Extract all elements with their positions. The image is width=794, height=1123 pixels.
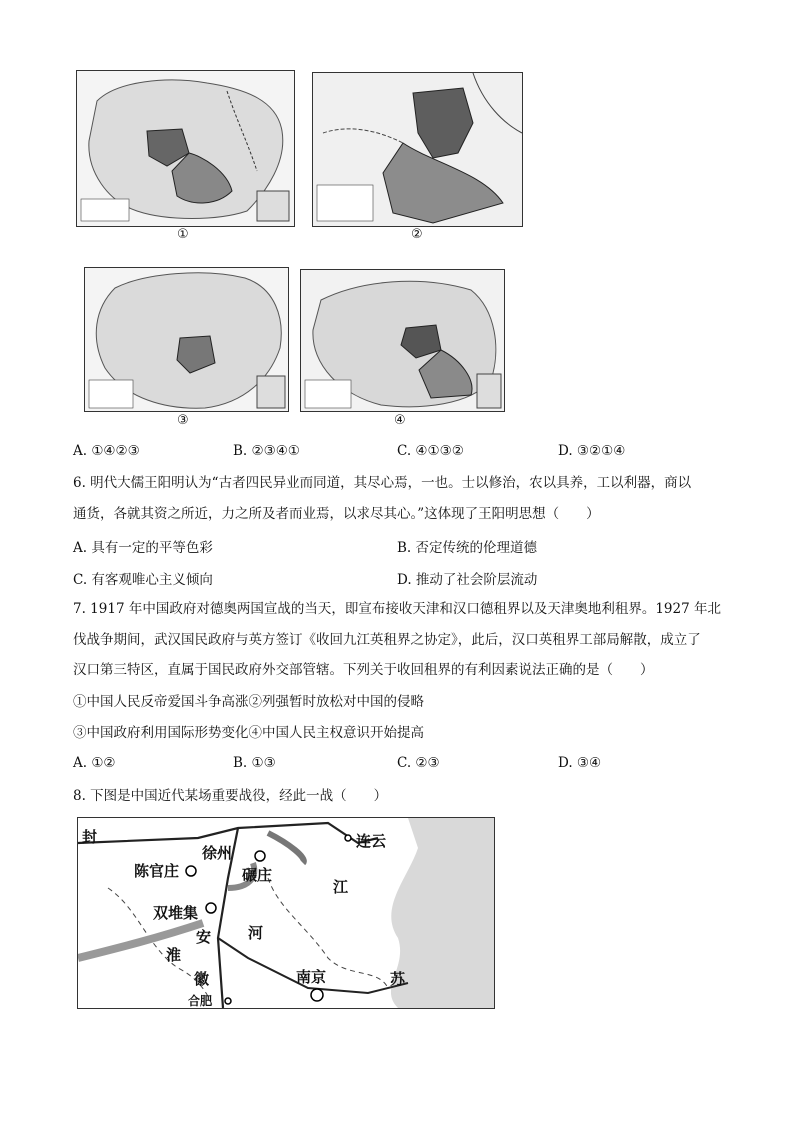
historical-map-3 [84, 267, 289, 412]
map-label-hui: 徽 [194, 970, 210, 988]
q5-option-c[interactable]: C. ④①③② [397, 443, 464, 459]
q6-option-a[interactable]: A. 具有一定的平等色彩 [73, 540, 213, 556]
map-1-caption: ① [177, 227, 189, 242]
map-label-su: 苏 [390, 970, 406, 988]
map-label-huai: 淮 [166, 946, 182, 964]
q7-option-d[interactable]: D. ③④ [558, 755, 602, 771]
map-4-caption: ④ [394, 413, 406, 428]
q7-option-c[interactable]: C. ②③ [397, 755, 440, 771]
q6-option-d[interactable]: D. 推动了社会阶层流动 [397, 572, 538, 588]
q7-stem-line-1: 7. 1917 年中国政府对德奥两国宣战的当天，即宣布接收天津和汉口德租界以及天津奥地利租界。1927 年北 [73, 601, 721, 617]
q6-option-b[interactable]: B. 否定传统的伦理道德 [397, 540, 538, 556]
map-label-jiang: 江 [333, 878, 349, 896]
q6-stem-line-2: 通货，各就其资之所近，力之所及者而业焉，以求尽其心。”这体现了王阳明思想（ ） [73, 506, 600, 522]
q7-stem-line-2: 伐战争期间，武汉国民政府与英方签订《收回九江英租界之协定》，此后，汉口英租界工部局解散，成立了 [73, 632, 701, 648]
q7-statements-line-2: ③中国政府利用国际形势变化④中国人民主权意识开始提高 [73, 725, 424, 741]
q7-statements-line-1: ①中国人民反帝爱国斗争高涨②列强暂时放松对中国的侵略 [73, 694, 424, 710]
historical-map-4 [300, 269, 505, 412]
historical-map-1 [76, 70, 295, 227]
map-label-shuangduiji: 双堆集 [153, 904, 199, 922]
q6-option-c[interactable]: C. 有客观唯心主义倾向 [73, 572, 213, 588]
historical-map-2 [312, 72, 523, 227]
map-label-hefei: 合肥 [188, 994, 213, 1008]
q5-option-a[interactable]: A. ①④②③ [73, 443, 140, 459]
map-2-caption: ② [411, 227, 423, 242]
map-label-feng: 封 [82, 828, 98, 846]
map-label-xuzhou: 徐州 [202, 844, 233, 862]
map-3-caption: ③ [177, 413, 189, 428]
map-label-he: 河 [248, 924, 264, 942]
q7-stem-line-3: 汉口第三特区，直属于国民政府外交部管辖。下列关于收回租界的有利因素说法正确的是（ ） [73, 662, 654, 678]
q6-stem-line-1: 6. 明代大儒王阳明认为“古者四民异业而同道，其尽心焉，一也。士以修治，农以具养，工以利器，商以 [73, 475, 692, 491]
q7-option-b[interactable]: B. ①③ [233, 755, 276, 771]
q7-option-a[interactable]: A. ①② [73, 755, 116, 771]
q5-option-b[interactable]: B. ②③④① [233, 443, 300, 459]
q8-stem: 8. 下图是中国近代某场重要战役，经此一战（ ） [73, 788, 388, 804]
map-label-nianzhuang: 碾庄 [242, 866, 273, 884]
map-label-lianyun: 连云 [356, 832, 387, 850]
battle-map [77, 817, 495, 1009]
q5-option-d[interactable]: D. ③②①④ [558, 443, 626, 459]
map-label-nanjing: 南京 [296, 968, 327, 986]
map-label-an: 安 [196, 928, 212, 946]
map-label-chenguanzhuang: 陈官庄 [134, 862, 180, 880]
